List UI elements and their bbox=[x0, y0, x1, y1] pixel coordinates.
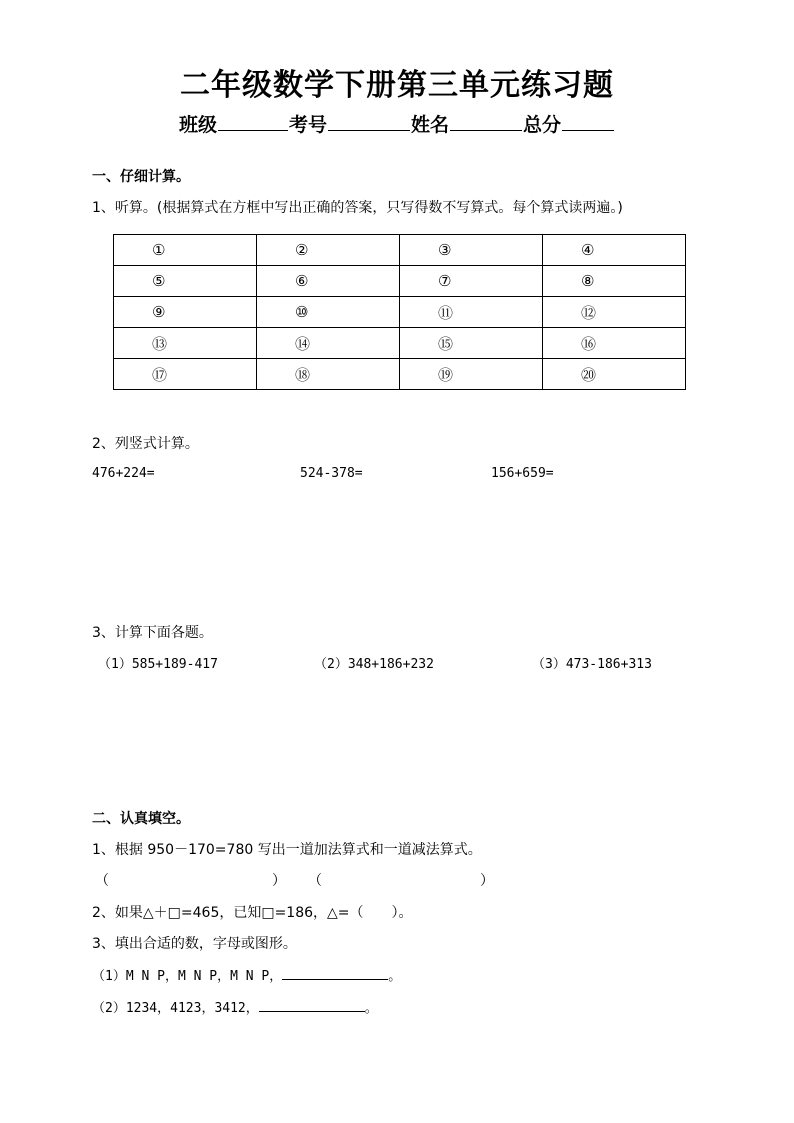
answer-cell[interactable]: ⑪ bbox=[400, 297, 543, 328]
pattern-question-2 bbox=[92, 997, 378, 1016]
answer-cell[interactable]: ⑮ bbox=[400, 328, 543, 359]
vertical-calc-item: 476+224= bbox=[92, 466, 155, 481]
page-title: 二年级数学下册第三单元练习题 bbox=[180, 68, 614, 103]
answer-cell[interactable]: ① bbox=[114, 235, 257, 266]
pattern-text: （2）1234，4123，3412， bbox=[92, 1001, 259, 1016]
name-label: 姓名 bbox=[411, 114, 450, 136]
table-row bbox=[114, 328, 686, 359]
vertical-calc-item: 524-378= bbox=[300, 466, 363, 481]
student-info-line bbox=[0, 110, 794, 137]
answer-cell[interactable]: ⑤ bbox=[114, 266, 257, 297]
vertical-calc-item: 156+659= bbox=[491, 466, 554, 481]
listening-answer-grid bbox=[113, 234, 686, 390]
section1-heading: 一、仔细计算。 bbox=[92, 169, 190, 185]
section1-q2: 2、列竖式计算。 bbox=[92, 436, 199, 452]
answer-cell[interactable]: ⑬ bbox=[114, 328, 257, 359]
answer-blank[interactable] bbox=[282, 965, 388, 980]
pattern-question-1 bbox=[92, 965, 401, 984]
answer-cell[interactable]: ⑯ bbox=[543, 328, 686, 359]
table-row bbox=[114, 235, 686, 266]
table-row bbox=[114, 359, 686, 390]
period: 。 bbox=[364, 1001, 378, 1016]
answer-blank[interactable] bbox=[259, 997, 365, 1012]
answer-cell[interactable]: ⑲ bbox=[400, 359, 543, 390]
section2-q1: 1、根据 950－170=780 写出一道加法算式和一道减法算式。 bbox=[92, 842, 482, 858]
calc-item: （1）585+189-417 bbox=[98, 657, 218, 672]
answer-cell[interactable]: ⑫ bbox=[543, 297, 686, 328]
section1-q3: 3、计算下面各题。 bbox=[92, 625, 213, 641]
number-label: 考号 bbox=[288, 114, 327, 136]
answer-cell[interactable]: ⑰ bbox=[114, 359, 257, 390]
section2-q2: 2、如果△＋□=465，已知□=186，△=（ ）。 bbox=[92, 905, 413, 921]
answer-cell[interactable]: ⑭ bbox=[257, 328, 400, 359]
section2-q3: 3、填出合适的数，字母或图形。 bbox=[92, 936, 297, 952]
answer-cell[interactable]: ③ bbox=[400, 235, 543, 266]
name-blank[interactable] bbox=[450, 110, 522, 131]
score-label: 总分 bbox=[523, 114, 562, 136]
calc-item: （3）473-186+313 bbox=[532, 657, 652, 672]
class-label: 班级 bbox=[178, 114, 217, 136]
answer-cell[interactable]: ⑨ bbox=[114, 297, 257, 328]
answer-cell[interactable]: ⑦ bbox=[400, 266, 543, 297]
answer-cell[interactable]: ⑱ bbox=[257, 359, 400, 390]
paren-close: ） bbox=[480, 873, 494, 889]
answer-cell[interactable]: ⑥ bbox=[257, 266, 400, 297]
answer-cell[interactable]: ④ bbox=[543, 235, 686, 266]
class-blank[interactable] bbox=[218, 110, 288, 131]
score-blank[interactable] bbox=[562, 110, 614, 131]
answer-cell[interactable]: ⑧ bbox=[543, 266, 686, 297]
answer-cell[interactable]: ⑩ bbox=[257, 297, 400, 328]
paren-open: （ bbox=[95, 873, 109, 889]
pattern-text: （1）M N P，M N P，M N P， bbox=[92, 969, 283, 984]
calc-item: （2）348+186+232 bbox=[314, 657, 434, 672]
table-row bbox=[114, 266, 686, 297]
table-row bbox=[114, 297, 686, 328]
answer-cell[interactable]: ② bbox=[257, 235, 400, 266]
number-blank[interactable] bbox=[328, 110, 410, 131]
section2-heading: 二、认真填空。 bbox=[92, 811, 190, 827]
answer-cell[interactable]: ⑳ bbox=[543, 359, 686, 390]
section1-q1: 1、听算。(根据算式在方框中写出正确的答案，只写得数不写算式。每个算式读两遍。) bbox=[92, 200, 623, 216]
period: 。 bbox=[388, 969, 402, 984]
paren-open: （ bbox=[308, 873, 322, 889]
paren-close: ） bbox=[272, 873, 286, 889]
